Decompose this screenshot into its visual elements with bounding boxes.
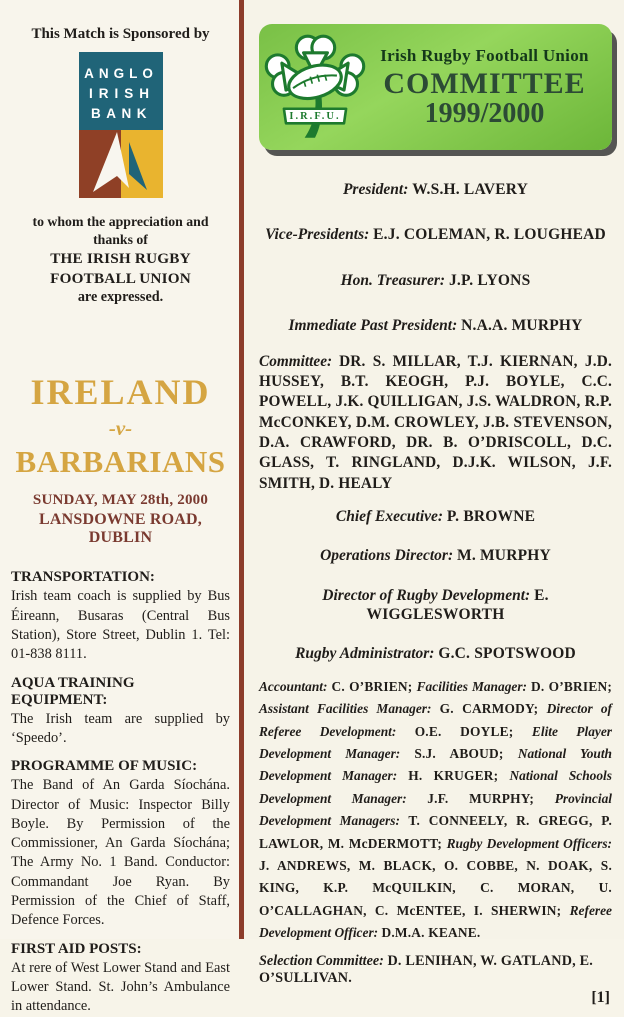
committee-label: Committee: bbox=[259, 352, 333, 370]
staff-label: National Youth Development Manager: bbox=[259, 746, 613, 784]
match-team2: BARBARIANS bbox=[15, 444, 226, 480]
staff-label: Elite Player Development Manager: bbox=[259, 723, 613, 761]
section-body-aqua: The Irish team are supplied by ‘Speedo’. bbox=[11, 710, 230, 746]
section-heading-firstaid: FIRST AID POSTS: bbox=[11, 940, 142, 957]
info-sections bbox=[11, 569, 230, 1016]
staff-names: D.M.A. KEANE. bbox=[381, 925, 481, 941]
officer-hon-treasurer bbox=[259, 271, 612, 290]
officer-names: N.A.A. MURPHY bbox=[461, 317, 583, 335]
staff-names: T. CONNEELY, R. GREGG, P. LAWLOR, M. McDERMOTT; bbox=[259, 813, 612, 851]
officer-label: Hon. Treasurer: bbox=[340, 271, 446, 289]
match-team1: IRELAND bbox=[30, 371, 211, 412]
match-venue: LANSDOWNE ROAD, DUBLIN bbox=[38, 511, 202, 547]
staff-label: Accountant: bbox=[259, 678, 332, 694]
officer-label: Vice-Presidents: bbox=[265, 226, 370, 244]
staff-label: National Schools Development Manager: bbox=[259, 768, 612, 806]
officer-vice-presidents bbox=[259, 225, 612, 244]
exec-names: G.C. SPOTSWOOD bbox=[438, 645, 576, 663]
sponsor-outro-text bbox=[11, 213, 230, 307]
sponsor-outro-line3: are expressed. bbox=[77, 289, 164, 306]
rugby-ball-icon bbox=[285, 59, 345, 104]
exec-rugby-administrator bbox=[259, 644, 612, 663]
staff-names: D. O’BRIEN; bbox=[531, 678, 612, 694]
staff-label: Director of Referee Development: bbox=[259, 701, 613, 739]
section-heading-aqua: AQUA TRAINING EQUIPMENT: bbox=[11, 674, 135, 708]
header-title: COMMITTEE bbox=[383, 66, 586, 100]
officer-immediate-past-president bbox=[259, 316, 612, 335]
committee-members-paragraph bbox=[259, 352, 612, 494]
exec-chief-executive bbox=[259, 507, 612, 526]
staff-names: J.F. MURPHY; bbox=[427, 790, 555, 806]
exec-label: Director of Rugby Development: bbox=[322, 586, 531, 604]
staff-label: Assistant Facilities Manager: bbox=[259, 701, 440, 717]
section-body-music: The Band of An Garda Síochána. Director of Music: Inspector Billy Boyle. By Permission of the Commissioner, An Garda Síochána; The Army No. 1 Band. Conductor: Commandant Joe Ryan. By Permission of the Chief of Staff, Defence Forces. bbox=[11, 777, 230, 929]
exec-names: E. WIGGLESWORTH bbox=[366, 586, 549, 624]
committee-header-text bbox=[367, 46, 602, 129]
exec-label: Rugby Administrator: bbox=[295, 645, 435, 663]
staff-names: G. CARMODY; bbox=[439, 701, 547, 717]
officer-names: J.P. LYONS bbox=[448, 271, 531, 289]
staff-names: J. ANDREWS, M. BLACK, O. COBBE, N. DOAK, S. KING, K.P. McQUILKIN, C. MORAN, U. O’CALLAGHAN, C. McENTEE, I. SHERWIN; bbox=[259, 858, 612, 918]
staff-names: O.E. DOYLE; bbox=[414, 723, 532, 739]
sponsor-intro-text: This Match is Sponsored by bbox=[31, 26, 210, 42]
page-number: [1] bbox=[591, 989, 610, 1007]
irfu-banner bbox=[284, 109, 346, 124]
anglo-text-line1: ANGLO bbox=[83, 66, 158, 81]
header-org-name: Irish Rugby Football Union bbox=[380, 45, 589, 65]
staff-label: Referee Development Officer: bbox=[259, 902, 612, 941]
sponsor-outro-line2: THE IRISH RUGBY FOOTBALL UNION bbox=[50, 249, 191, 287]
sponsor-outro-line1: to whom the appreciation and thanks of bbox=[32, 214, 209, 247]
officer-names: E.J. COLEMAN, R. LOUGHEAD bbox=[373, 226, 606, 244]
section-body-firstaid: At rere of West Lower Stand and East Lower Stand. St. John’s Ambulance in attendance. bbox=[11, 959, 230, 1015]
header-season: 1999/2000 bbox=[424, 98, 545, 130]
anglo-text-line2: IRISH bbox=[88, 86, 155, 101]
selection-committee-line bbox=[259, 953, 612, 989]
officer-label: Immediate Past President: bbox=[288, 317, 458, 335]
match-versus: -v- bbox=[108, 416, 133, 441]
exec-label: Chief Executive: bbox=[335, 507, 444, 525]
exec-operations-director bbox=[259, 546, 612, 565]
right-column bbox=[244, 0, 624, 1007]
staff-label: Rugby Development Officers: bbox=[446, 835, 612, 851]
match-title-block bbox=[11, 373, 230, 548]
staff-names: S.J. ABOUD; bbox=[414, 746, 518, 761]
section-body-transportation: Irish team coach is supplied by Bus Éireann, Busaras (Central Bus Station), Store Street, Dublin 1. Tel: 01-838 8111. bbox=[11, 588, 230, 663]
exec-names: M. MURPHY bbox=[457, 547, 551, 565]
selection-names: D. LENIHAN, W. GATLAND, E. O’SULLIVAN. bbox=[259, 952, 594, 987]
staff-names: C. O’BRIEN; bbox=[331, 678, 417, 694]
left-column bbox=[0, 0, 239, 1015]
exec-names: P. BROWNE bbox=[446, 507, 536, 525]
officer-president bbox=[259, 180, 612, 199]
match-date: SUNDAY, MAY 28th, 2000 bbox=[32, 492, 209, 509]
section-heading-transportation: TRANSPORTATION: bbox=[11, 569, 155, 586]
committee-header-box bbox=[259, 24, 612, 150]
staff-label: Facilities Manager: bbox=[416, 678, 532, 694]
anglo-text-line3: BANK bbox=[90, 106, 152, 121]
selection-label: Selection Committee: bbox=[259, 952, 384, 969]
officer-label: President: bbox=[342, 181, 409, 198]
committee-names: DR. S. MILLAR, T.J. KIERNAN, J.D. HUSSEY, B.T. KEOGH, P.J. BOYLE, C.C. POWELL, J.K. QUILLIGAN, J.S. WALDRON, R.P. McCONKEY, D.M. CROWLEY, J.B. STEVENSON, D.A. CRAWFORD, DR. B. O’DRISCOLL, D.C. GLASS, T. RINGLAND, D.J.K. WILSON, J.F. SMITH, D. HEALY bbox=[259, 352, 613, 492]
svg-text:I.R.F.U.: I.R.F.U. bbox=[289, 111, 341, 123]
officer-names: W.S.H. LAVERY bbox=[412, 181, 529, 198]
section-heading-music: PROGRAMME OF MUSIC: bbox=[11, 758, 198, 775]
staff-names: H. KRUGER; bbox=[408, 768, 510, 784]
irfu-shamrock-logo bbox=[263, 30, 367, 144]
anglo-irish-bank-logo bbox=[79, 52, 163, 198]
staff-paragraph bbox=[259, 676, 612, 945]
staff-label: Provincial Development Managers: bbox=[259, 790, 612, 829]
exec-director-rugby-development bbox=[259, 586, 612, 625]
exec-label: Operations Director: bbox=[320, 547, 454, 565]
